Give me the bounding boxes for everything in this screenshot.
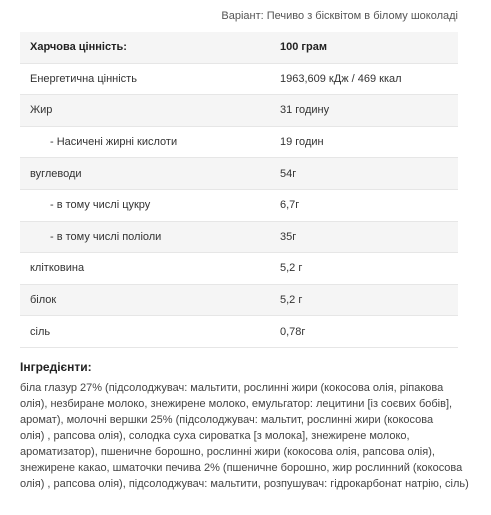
nutrient-value: 1963,609 кДж / 469 ккал: [280, 63, 458, 95]
nutrient-value: 19 годин: [280, 126, 458, 158]
nutrient-name: - в тому числі цукру: [20, 189, 280, 221]
ingredients-line: ароматизатор), пшеничне борошно, рослинні жири (кокосова олія, рапсова олія),: [20, 446, 435, 458]
table-row: [20, 189, 458, 221]
nutrient-value: 5,2 г: [280, 253, 458, 285]
nutrient-name: вуглеводи: [20, 158, 280, 190]
ingredients-line: біла глазур 27% (підсолоджувач: мальтити, рослинні жири (кокосова олія, ріпакова: [20, 382, 444, 394]
ingredients-line: олія) , рапсова олія), солодка суха сироватка [з молока], знежирене молоко,: [20, 430, 410, 442]
nutrient-value: 6,7г: [280, 189, 458, 221]
nutrient-value: 31 годину: [280, 95, 458, 127]
ingredients-text: [20, 380, 475, 492]
nutrition-header-name: Харчова цінність:: [20, 32, 280, 63]
nutrient-name: білок: [20, 284, 280, 316]
table-row: [20, 63, 458, 95]
table-row: [20, 95, 458, 127]
table-row: [20, 316, 458, 348]
nutrition-table: [20, 32, 458, 348]
table-row: [20, 126, 458, 158]
nutrient-name: Жир: [20, 95, 280, 127]
ingredients-line: аромат), молочні вершки 25% (підсолоджувач: мальтит, рослинні жири (кокосова: [20, 414, 434, 426]
variant-label: Варіант: Печиво з бісквітом в білому шоколаді: [221, 10, 458, 22]
table-row: [20, 253, 458, 285]
nutrient-name: - Насичені жирні кислоти: [20, 126, 280, 158]
nutrient-name: сіль: [20, 316, 280, 348]
table-row: [20, 158, 458, 190]
table-row: [20, 221, 458, 253]
ingredients-line: знежирене какао, шматочки печива 2% (пшеничне борошно, жир рослинний (кокосова: [20, 462, 463, 474]
nutrient-name: Енергетична цінність: [20, 63, 280, 95]
nutrient-name: - в тому числі поліоли: [20, 221, 280, 253]
ingredients-title: Інгредієнти:: [20, 360, 92, 374]
nutrient-value: 0,78г: [280, 316, 458, 348]
nutrient-value: 5,2 г: [280, 284, 458, 316]
nutrient-value: 35г: [280, 221, 458, 253]
table-row: [20, 284, 458, 316]
ingredients-line: олія) , рапсова олія), підсолоджувач: мальтити, розпушувач: гідрокарбонат натрію, сіль): [20, 478, 469, 490]
ingredients-line: олія), незбиране молоко, знежирене молоко, емульгатор: лецитини [із соєвих бобів],: [20, 398, 453, 410]
nutrition-header-value: 100 грам: [280, 32, 458, 63]
nutrition-header-row: [20, 32, 458, 63]
nutrient-name: клітковина: [20, 253, 280, 285]
nutrient-value: 54г: [280, 158, 458, 190]
